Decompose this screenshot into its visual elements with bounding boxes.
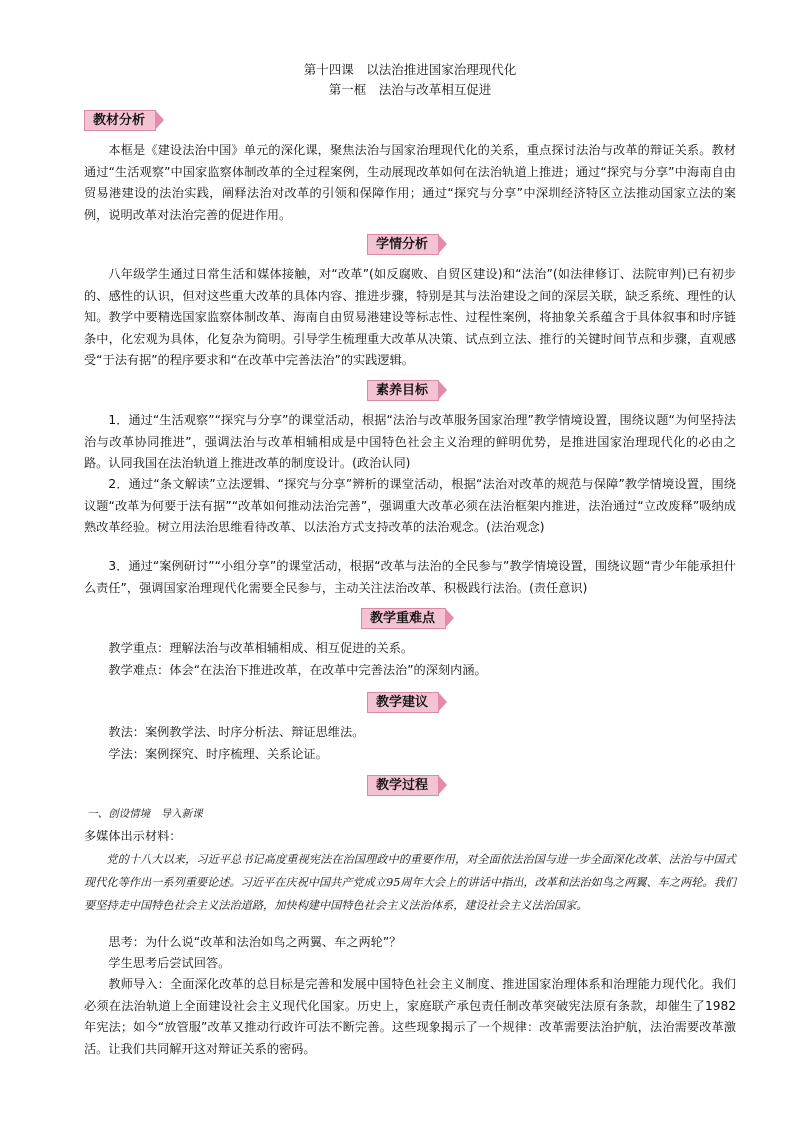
student-response: 学生思考后尝试回答。: [108, 956, 231, 970]
think-question: 思考：为什么说“改革和法治如鸟之两翼、车之两轮”？: [108, 935, 402, 949]
heading-label: 素养目标: [367, 380, 439, 401]
learning-method-text: 学法：案例探究、时序梳理、关系论证。: [108, 747, 328, 761]
material-quote: 党的十八大以来，习近平总书记高度重视宪法在治国理政中的重要作用，对全面依法治国与进一步全面深化改革、法治与中国式现代化等作出一系列重要论述。习近平在庆祝中国共产党成立95周年大会上的讲话中指出，改革和法治如鸟之两翼、车之两轮。我们要坚持走中国特色社会主义法治道路，加快构建中国特色社会主义法治体系，建设社会主义法治国家。: [84, 853, 736, 912]
key-point-text: 教学重点：理解法治与改革相辅相成、相互促进的关系。: [108, 641, 414, 655]
goal-item-1: 1．通过“生活观察”“探究与分享”的课堂活动，根据“法治与改革服务国家治理”教学情境设置，围绕议题“为何坚持法治与改革协同推进”，强调法治与改革相辅相成是中国特色社会主义治理的鲜明优势，是推进国家治理现代化的必由之路。认同我国在法治轨道上推进改革的制度设计。(政治认同): [84, 413, 736, 471]
heading-arrow-icon: [438, 234, 447, 254]
heading-arrow-icon: [155, 110, 164, 130]
heading-label: 教学建议: [367, 692, 439, 713]
heading-arrow-icon: [438, 380, 447, 400]
lesson-title: 第十四课 以法治推进国家治理现代化: [303, 62, 517, 77]
goal-item-3: 3．通过“案例研讨”“小组分享”的课堂活动，根据“改革与法治的全民参与”教学情境设置，围绕议题“青少年能承担什么责任”，强调国家治理现代化需要全民参与，主动关注法治改革、积极践行法治。(责任意识): [84, 559, 736, 595]
teacher-intro-text: 教师导入：全面深化改革的总目标是完善和发展中国特色社会主义制度、推进国家治理体系和治理能力现代化。我们必须在法治轨道上全面建设社会主义现代化国家。历史上，家庭联产承包责任制改革突破宪法原有条款，却催生了1982年宪法；如今“放管服”改革又推动行政许可法不断完善。这些现象揭示了一个规律：改革需要法治护航，法治需要改革激活。让我们共同解开这对辩证关系的密码。: [84, 977, 736, 1056]
section-title: 第一框 法治与改革相互促进: [328, 82, 492, 97]
goal-item-2: 2．通过“条文解读”立法逻辑、“探究与分享”辨析的课堂活动，根据“法治对改革的规范与保障”教学情境设置，围绕议题“改革为何要于法有据”“改革如何推动法治完善”，强调重大改革必须在法治框架内推进，法治通过“立改废释”吸纳成熟改革经验。树立用法治思维看待改革、以法治方式支持改革的法治观念。(法治观念): [84, 477, 736, 535]
textbook-analysis-text: 本框是《建设法治中国》单元的深化课，聚焦法治与国家治理现代化的关系，重点探讨法治与改革的辩证关系。教材通过“生活观察”中国家监察体制改革的全过程案例，生动展现改革如何在法治轨道上推进；通过“探究与分享”中海南自由贸易港建设的法治实践，阐释法治对改革的引领和保障作用；通过“探究与分享”中深圳经济特区立法推动国家立法的案例，说明改革对法治完善的促进作用。: [84, 143, 736, 222]
process-step-title: 一、创设情境 导入新课: [87, 808, 203, 820]
difficult-point-text: 教学难点：体会“在法治下推进改革，在改革中完善法治”的深刻内涵。: [108, 663, 487, 677]
heading-arrow-icon: [445, 608, 454, 628]
heading-arrow-icon: [438, 692, 447, 712]
teaching-method-text: 教法：案例教学法、时序分析法、辩证思维法。: [108, 725, 365, 739]
heading-label: 学情分析: [367, 234, 439, 255]
heading-label: 教材分析: [84, 110, 156, 131]
student-analysis-text: 八年级学生通过日常生活和媒体接触，对“改革”(如反腐败、自贸区建设)和“法治”(如法律修订、法院审判)已有初步的、感性的认识，但对这些重大改革的具体内容、推进步骤，特别是其与法治建设之间的深层关联，缺乏系统、理性的认知。教学中要精选国家监察体制改革、海南自由贸易港建设等标志性、过程性案例，将抽象关系蕴含于具体叙事和时序链条中，化宏观为具体，化复杂为简明。引导学生梳理重大改革从决策、试点到立法、推行的关键时间节点和步骤，直观感受“于法有据”的程序要求和“在改革中完善法治”的实践逻辑。: [84, 267, 736, 368]
heading-label: 教学重难点: [361, 608, 446, 629]
heading-arrow-icon: [438, 775, 447, 795]
media-label: 多媒体出示材料：: [84, 829, 182, 843]
heading-label: 教学过程: [367, 775, 439, 796]
